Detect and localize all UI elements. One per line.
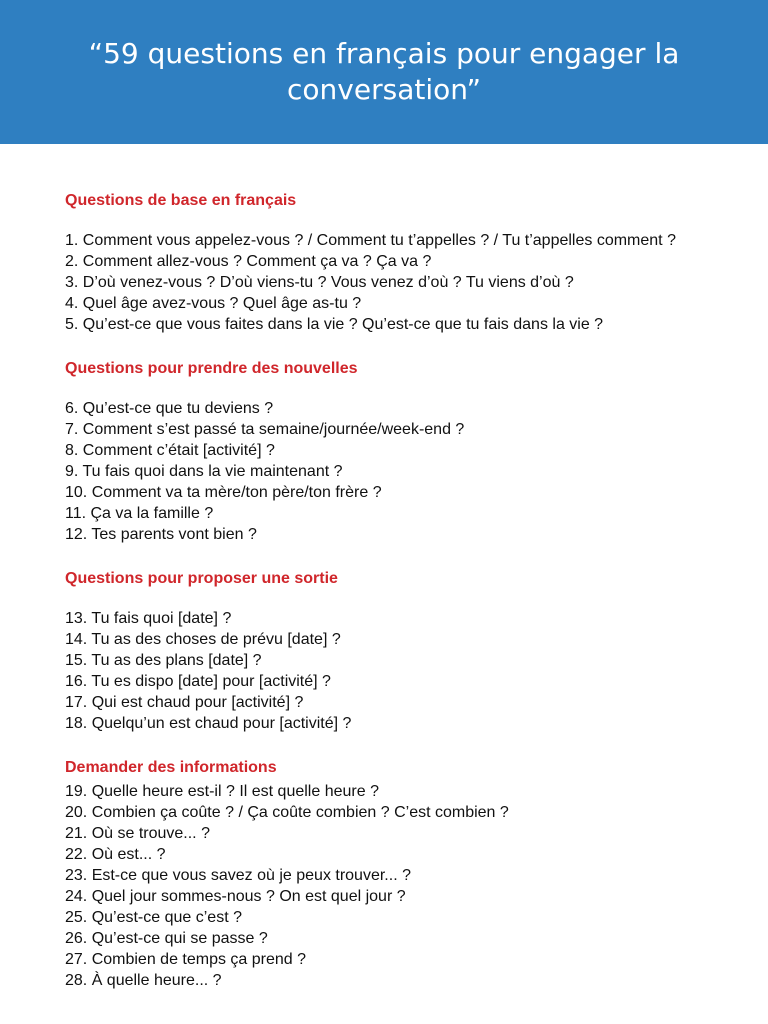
list-item: 16. Tu es dispo [date] pour [activité] ? bbox=[65, 673, 331, 690]
list-item: 13. Tu fais quoi [date] ? bbox=[65, 610, 232, 627]
section-title: Questions pour prendre des nouvelles bbox=[65, 360, 358, 377]
list-item: 6. Qu’est-ce que tu deviens ? bbox=[65, 400, 274, 417]
page-title: “59 questions en français pour engager la conversation” bbox=[88, 37, 680, 106]
list-item: 14. Tu as des choses de prévu [date] ? bbox=[65, 631, 341, 648]
list-item: 22. Où est... ? bbox=[65, 846, 166, 863]
section-news-questions bbox=[65, 356, 706, 545]
header-banner bbox=[0, 0, 768, 144]
list-item: 5. Qu’est-ce que vous faites dans la vie ? Qu’est-ce que tu fais dans la vie ? bbox=[65, 316, 604, 333]
question-list bbox=[65, 230, 706, 335]
list-item: 10. Comment va ta mère/ton père/ton frère ? bbox=[65, 484, 382, 501]
list-item: 1. Comment vous appelez-vous ? / Comment tu t’appelles ? / Tu t’appelles comment ? bbox=[65, 232, 676, 249]
list-item: 7. Comment s’est passé ta semaine/journée/week-end ? bbox=[65, 421, 465, 438]
list-item: 17. Qui est chaud pour [activité] ? bbox=[65, 694, 304, 711]
list-item: 11. Ça va la famille ? bbox=[65, 505, 214, 522]
list-item: 3. D’où venez-vous ? D’où viens-tu ? Vous venez d’où ? Tu viens d’où ? bbox=[65, 274, 574, 291]
list-item: 15. Tu as des plans [date] ? bbox=[65, 652, 262, 669]
list-item: 26. Qu’est-ce qui se passe ? bbox=[65, 930, 268, 947]
list-item: 23. Est-ce que vous savez où je peux trouver... ? bbox=[65, 867, 411, 884]
list-item: 25. Qu’est-ce que c’est ? bbox=[65, 909, 242, 926]
list-item: 21. Où se trouve... ? bbox=[65, 825, 210, 842]
list-item: 2. Comment allez-vous ? Comment ça va ? Ça va ? bbox=[65, 253, 432, 270]
list-item: 28. À quelle heure... ? bbox=[65, 972, 222, 989]
list-item: 9. Tu fais quoi dans la vie maintenant ? bbox=[65, 463, 343, 480]
section-title: Questions pour proposer une sortie bbox=[65, 570, 338, 587]
question-list bbox=[65, 608, 706, 734]
list-item: 19. Quelle heure est-il ? Il est quelle heure ? bbox=[65, 783, 379, 800]
section-information-questions bbox=[65, 755, 706, 991]
list-item: 4. Quel âge avez-vous ? Quel âge as-tu ? bbox=[65, 295, 362, 312]
document-body bbox=[65, 188, 706, 991]
question-list bbox=[65, 398, 706, 545]
section-outing-questions bbox=[65, 566, 706, 734]
section-title: Demander des informations bbox=[65, 759, 277, 776]
list-item: 8. Comment c’était [activité] ? bbox=[65, 442, 275, 459]
list-item: 24. Quel jour sommes-nous ? On est quel jour ? bbox=[65, 888, 406, 905]
section-title: Questions de base en français bbox=[65, 192, 297, 209]
list-item: 20. Combien ça coûte ? / Ça coûte combien ? C’est combien ? bbox=[65, 804, 509, 821]
list-item: 12. Tes parents vont bien ? bbox=[65, 526, 257, 543]
question-list bbox=[65, 781, 706, 991]
list-item: 18. Quelqu’un est chaud pour [activité] ? bbox=[65, 715, 352, 732]
list-item: 27. Combien de temps ça prend ? bbox=[65, 951, 307, 968]
section-basic-questions bbox=[65, 188, 706, 335]
